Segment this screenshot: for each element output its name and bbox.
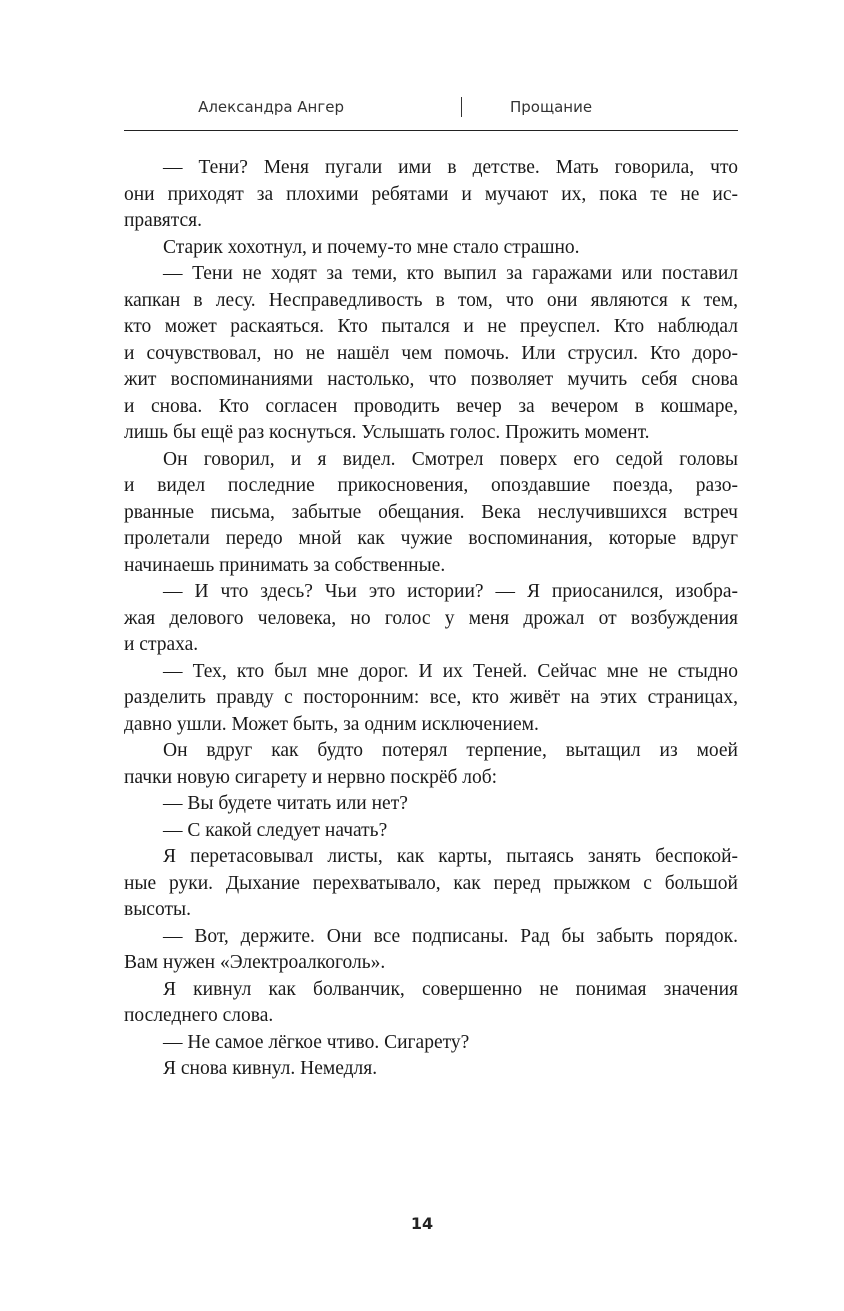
text-line: высоты. (124, 899, 191, 920)
text-line: ные руки. Дыхание перехватывало, как перед прыжком с большой (124, 872, 738, 894)
text-line: — С какой следует начать? (163, 819, 388, 841)
text-line: и видел последние прикосновения, опоздавшие поезда, разо- (124, 475, 738, 496)
text-line: начинаешь принимать за собственные. (124, 554, 446, 576)
text-line: и страха. (124, 634, 199, 655)
text-line: — И что здесь? Чьи это истории? — Я приосанился, изобра- (163, 581, 738, 602)
paragraph (124, 261, 738, 447)
paragraph (124, 791, 738, 818)
text-line: — Вот, держите. Они все подписаны. Рад бы забыть порядок. (163, 925, 738, 947)
text-line: кто может раскаяться. Кто пытался и не преуспел. Кто наблюдал (124, 316, 738, 337)
paragraph (124, 659, 738, 739)
header-author: Александра Ангер (198, 98, 344, 116)
text-line: и снова. Кто согласен проводить вечер за вечером в кошмаре, (124, 395, 738, 417)
body-text (124, 155, 738, 1083)
text-line: разделить правду с посторонним: все, кто живёт на этих страницах, (124, 687, 738, 708)
text-line: пачки новую сигарету и нервно поскрёб лоб: (124, 766, 498, 788)
text-line: жит воспоминаниями настолько, что позволяет мучить себя снова (124, 369, 738, 390)
header-title: Прощание (510, 98, 593, 116)
text-line: лишь бы ещё раз коснуться. Услышать голос. Прожить момент. (124, 422, 650, 443)
text-line: Я перетасовывал листы, как карты, пытаясь занять беспокой- (163, 846, 738, 867)
paragraph (124, 924, 738, 977)
page-number: 14 (410, 1214, 434, 1233)
paragraph (124, 447, 738, 580)
paragraph (124, 579, 738, 659)
text-line: — Не самое лёгкое чтиво. Сигарету? (163, 1031, 470, 1053)
text-line: — Тех, кто был мне дорог. И их Теней. Сейчас мне не стыдно (163, 660, 738, 682)
text-line: — Тени не ходят за теми, кто выпил за гаражами или поставил (163, 263, 738, 284)
paragraph (124, 235, 738, 262)
paragraph (124, 738, 738, 791)
text-line: Старик хохотнул, и почему-то мне стало страшно. (163, 236, 580, 258)
text-line: правятся. (124, 210, 203, 231)
text-line: давно ушли. Может быть, за одним исключением. (124, 713, 539, 735)
paragraph (124, 155, 738, 235)
text-line: рванные письма, забытые обещания. Века неслучившихся встреч (124, 501, 738, 523)
text-line: Вам нужен «Электроалкоголь». (124, 952, 386, 973)
text-line: капкан в лесу. Несправедливость в том, что они являются к тем, (124, 289, 738, 311)
text-line: — Тени? Меня пугали ими в детстве. Мать говорила, что (163, 157, 738, 178)
text-line: пролетали передо мной как чужие воспоминания, которые вдруг (124, 528, 738, 549)
paragraph (124, 818, 738, 845)
text-line: Он говорил, и я видел. Смотрел поверх его седой головы (163, 448, 738, 470)
text-line: и сочувствовал, но не нашёл чем помочь. Или струсил. Кто доро- (124, 342, 738, 364)
text-line: жая делового человека, но голос у меня дрожал от возбуждения (124, 607, 738, 629)
text-line: последнего слова. (124, 1005, 274, 1026)
text-line: Я кивнул как болванчик, совершенно не понимая значения (163, 978, 738, 1000)
text-line: Он вдруг как будто потерял терпение, вытащил из моей (163, 740, 738, 761)
text-line: они приходят за плохими ребятами и мучают их, пока те не ис- (124, 183, 738, 205)
header-separator (461, 97, 462, 117)
paragraph (124, 977, 738, 1030)
running-header (124, 98, 738, 122)
paragraph (124, 1056, 738, 1083)
header-rule (124, 130, 738, 131)
paragraph (124, 1030, 738, 1057)
text-line: Я снова кивнул. Немедля. (163, 1058, 378, 1079)
text-line: — Вы будете читать или нет? (163, 793, 408, 814)
paragraph (124, 844, 738, 924)
